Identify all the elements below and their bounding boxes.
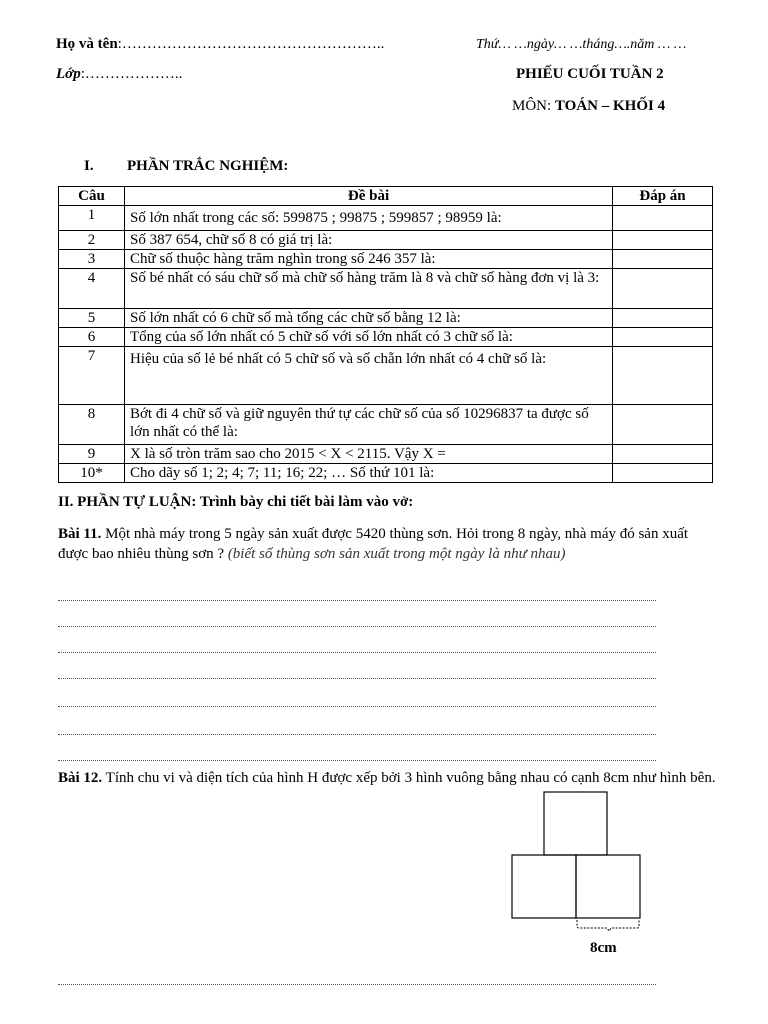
class-dots: :……………….. [80, 66, 183, 82]
answer-cell[interactable] [613, 250, 713, 269]
bai11-text: Một nhà máy trong 5 ngày sản xuất được 5420 thùng sơn. Hỏi trong 8 ngày, nhà máy đó sản xuất được bao nhiêu thùng sơn ? [58, 526, 689, 562]
row-number: 1 [59, 206, 125, 231]
row-question: Tổng của số lớn nhất có 5 chữ số với số lớn nhất có 3 chữ số là: [125, 328, 613, 347]
answer-line[interactable] [58, 984, 656, 985]
part1-numeral: I. [84, 158, 94, 174]
table-row [59, 347, 713, 405]
table-row [59, 328, 713, 347]
row-number: 5 [59, 309, 125, 328]
dimension-label: 8cm [590, 940, 617, 956]
bai11-paragraph [58, 524, 718, 564]
answer-cell[interactable] [613, 309, 713, 328]
row-number: 4 [59, 269, 125, 309]
table-row [59, 206, 713, 231]
class-label: Lớp [56, 66, 81, 82]
quiz-table [58, 186, 713, 483]
name-label: Họ và tên [56, 36, 118, 52]
answer-cell[interactable] [613, 464, 713, 483]
answer-cell[interactable] [613, 347, 713, 405]
answer-line[interactable] [58, 652, 656, 653]
name-line [56, 36, 384, 53]
table-row [59, 250, 713, 269]
table-header-row [59, 187, 713, 206]
bai12-text: Tính chu vi và diện tích của hình H được xếp bởi 3 hình vuông bằng nhau có cạnh 8cm như hình bên. [102, 770, 716, 786]
answer-line[interactable] [58, 678, 656, 679]
bai12-paragraph [58, 768, 718, 788]
answer-cell[interactable] [613, 405, 713, 445]
answer-line[interactable] [58, 760, 656, 761]
bai11-note: (biết số thùng sơn sản xuất trong một ngày là như nhau) [227, 546, 566, 562]
table-row [59, 445, 713, 464]
answer-cell[interactable] [613, 328, 713, 347]
row-number: 9 [59, 445, 125, 464]
answer-line[interactable] [58, 626, 656, 627]
answer-cell[interactable] [613, 206, 713, 231]
table-row [59, 309, 713, 328]
row-number: 2 [59, 231, 125, 250]
name-dots: :…………………………………………….. [117, 36, 385, 52]
row-question: X là số tròn trăm sao cho 2015 < X < 2115. Vậy X = [125, 445, 613, 464]
answer-line[interactable] [58, 734, 656, 735]
answer-cell[interactable] [613, 269, 713, 309]
square-top [544, 792, 607, 855]
row-question: Cho dãy số 1; 2; 4; 7; 11; 16; 22; … Số thứ 101 là: [125, 464, 613, 483]
table-row [59, 269, 713, 309]
table-row [59, 464, 713, 483]
answer-line[interactable] [58, 600, 656, 601]
worksheet-title: PHIẾU CUỐI TUẦN 2 [516, 66, 664, 82]
subject-line [512, 98, 665, 115]
row-number: 6 [59, 328, 125, 347]
figure-h [500, 786, 660, 966]
subject-prefix: MÔN: [512, 98, 555, 114]
table-row [59, 231, 713, 250]
row-number: 3 [59, 250, 125, 269]
col-header-answer: Đáp án [613, 187, 713, 206]
row-question: Số lớn nhất có 6 chữ số mà tổng các chữ số bằng 12 là: [125, 309, 613, 328]
dimension-brace [577, 920, 639, 931]
row-question: Bớt đi 4 chữ số và giữ nguyên thứ tự các chữ số của số 10296837 ta được số lớn nhất có thể là: [125, 405, 613, 445]
part2-title: II. PHẦN TỰ LUẬN: Trình bày chi tiết bài làm vào vở: [58, 494, 414, 510]
row-question: Số lớn nhất trong các số: 599875 ; 99875 ; 599857 ; 98959 là: [125, 206, 613, 231]
col-header-no: Câu [59, 187, 125, 206]
row-question: Chữ số thuộc hàng trăm nghìn trong số 246 357 là: [125, 250, 613, 269]
row-number: 10* [59, 464, 125, 483]
row-number: 7 [59, 347, 125, 405]
square-bottom-left [512, 855, 576, 918]
table-row [59, 405, 713, 445]
answer-cell[interactable] [613, 231, 713, 250]
row-question: Số bé nhất có sáu chữ số mà chữ số hàng trăm là 8 và chữ số hàng đơn vị là 3: [125, 269, 613, 309]
class-line [56, 66, 182, 83]
row-question: Số 387 654, chữ số 8 có giá trị là: [125, 231, 613, 250]
answer-cell[interactable] [613, 445, 713, 464]
bai12-label: Bài 12. [58, 770, 103, 786]
subject-name: TOÁN – KHỐI 4 [554, 98, 666, 114]
col-header-question: Đề bài [125, 187, 613, 206]
row-number: 8 [59, 405, 125, 445]
square-bottom-right [576, 855, 640, 918]
row-question: Hiệu của số lẻ bé nhất có 5 chữ số và số chẵn lớn nhất có 4 chữ số là: [125, 347, 613, 405]
bai11-label: Bài 11. [58, 526, 102, 542]
date-line: Thứ… …ngày… …tháng….năm … … [476, 37, 687, 52]
answer-line[interactable] [58, 706, 656, 707]
part1-title: PHẦN TRẮC NGHIỆM: [127, 158, 289, 174]
